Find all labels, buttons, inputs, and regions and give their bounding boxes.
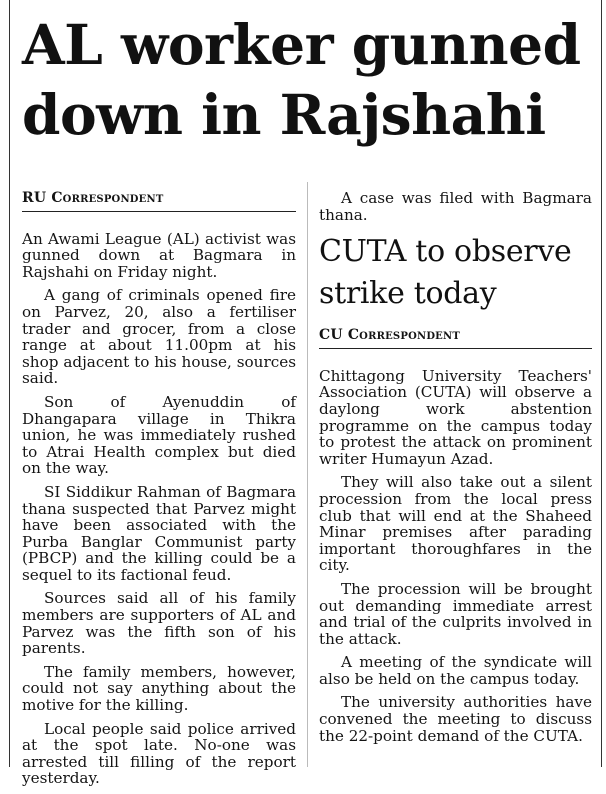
second-article-byline: CU Correspondent <box>319 327 592 349</box>
article-paragraph: Local people said police arrived at the spot late. No-one was arrested till filling of the report yesterday. <box>22 719 296 788</box>
second-article-paragraph: The university authorities have convened the meeting to discuss the 22-point demand of the CUTA. <box>319 693 592 745</box>
article-column-1 <box>22 190 296 794</box>
article-paragraph: Sources said all of his family members are supporters of AL and Parvez was the fifth son of his parents. <box>22 589 296 658</box>
article-headline: AL worker gunned down in Rajshahi <box>22 12 581 147</box>
second-article-headline: CUTA to observe strike today <box>319 234 572 312</box>
left-column-rule <box>9 0 10 767</box>
second-article-paragraph: The procession will be brought out demanding immediate arrest and trial of the culprits involved in the attack. <box>319 579 592 648</box>
second-article-paragraph: Chittagong University Teachers' Association (CUTA) will observe a daylong work abstention programme on the campus today to protest the attack on prominent writer Humayun Azad. <box>319 366 592 468</box>
article-column-2 <box>319 190 592 751</box>
article-paragraph: The family members, however, could not say anything about the motive for the killing. <box>22 662 296 715</box>
second-article-paragraph: A meeting of the syndicate will also be held on the campus today. <box>319 653 592 688</box>
article-paragraph: A case was filed with Bagmara thana. <box>319 189 592 224</box>
article-paragraph: A gang of criminals opened fire on Parvez, 20, also a fertiliser trader and grocer, from a close range at about 11.00pm at his shop adjacent to his house, sources said. <box>22 286 296 388</box>
article-paragraph: SI Siddikur Rahman of Bagmara thana suspected that Parvez might have been associated with the Purba Banglar Communist party (PBCP) and the killing could be a sequel to its factional feud. <box>22 482 296 584</box>
article-paragraph: Son of Ayenuddin of Dhangapara village in Thikra union, he was immediately rushed to Atrai Health complex but died on the way. <box>22 392 296 478</box>
column-divider <box>307 182 308 767</box>
article-byline: RU Correspondent <box>22 190 296 212</box>
second-article-paragraph: They will also take out a silent procession from the local press club that will end at the Shaheed Minar premises after parading important thoroughfares in the city. <box>319 473 592 575</box>
article-paragraph: An Awami League (AL) activist was gunned down at Bagmara in Rajshahi on Friday night. <box>22 229 296 281</box>
